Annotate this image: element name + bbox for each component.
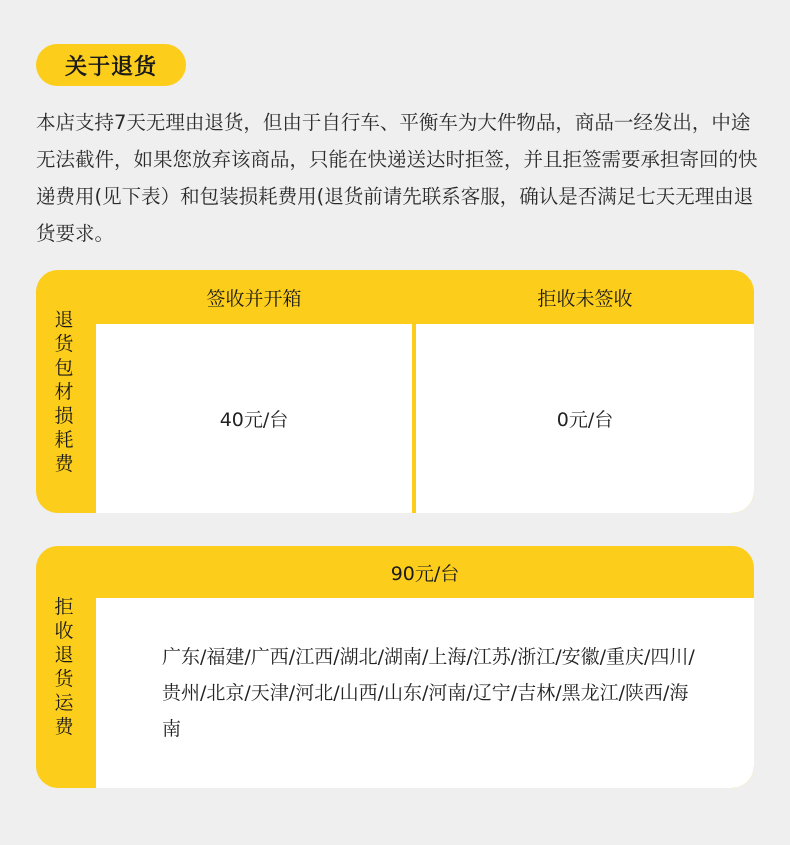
header-refused-unsigned: 拒收未签收	[537, 287, 633, 310]
shipping-fee-side-label	[36, 546, 92, 788]
shipping-regions-list: 广东/福建/广西/江西/湖北/湖南/上海/江苏/浙江/安徽/重庆/四川/贵州/北京/天津/河北/山西/山东/河南/辽宁/吉林/黑龙江/陕西/海南	[162, 646, 695, 740]
shipping-regions-cell	[96, 598, 754, 788]
packaging-fee-side-label-text: 退货包材损耗费	[54, 308, 74, 475]
shipping-fee-table	[36, 546, 754, 788]
packaging-fee-side-label	[36, 270, 92, 513]
section-title-badge: 关于退货	[36, 44, 186, 86]
return-policy-intro: 本店支持7天无理由退货，但由于自行车、平衡车为大件物品，商品一经发出，中途无法截件，如果您放弃该商品，只能在快递送达时拒签，并且拒签需要承担寄回的快递费用(见下表）和包装损耗费用(退货前请先联系客服，确认是否满足七天无理由退货要求。	[36, 111, 758, 245]
fee-signed-opened: 40元/台	[96, 324, 412, 513]
header-signed-opened: 签收并开箱	[206, 287, 302, 310]
shipping-fee-header: 90元/台	[390, 562, 460, 585]
packaging-fee-table	[36, 270, 754, 513]
shipping-fee-side-label-text: 拒收退货运费	[54, 596, 74, 738]
fee-refused-unsigned: 0元/台	[416, 324, 754, 513]
